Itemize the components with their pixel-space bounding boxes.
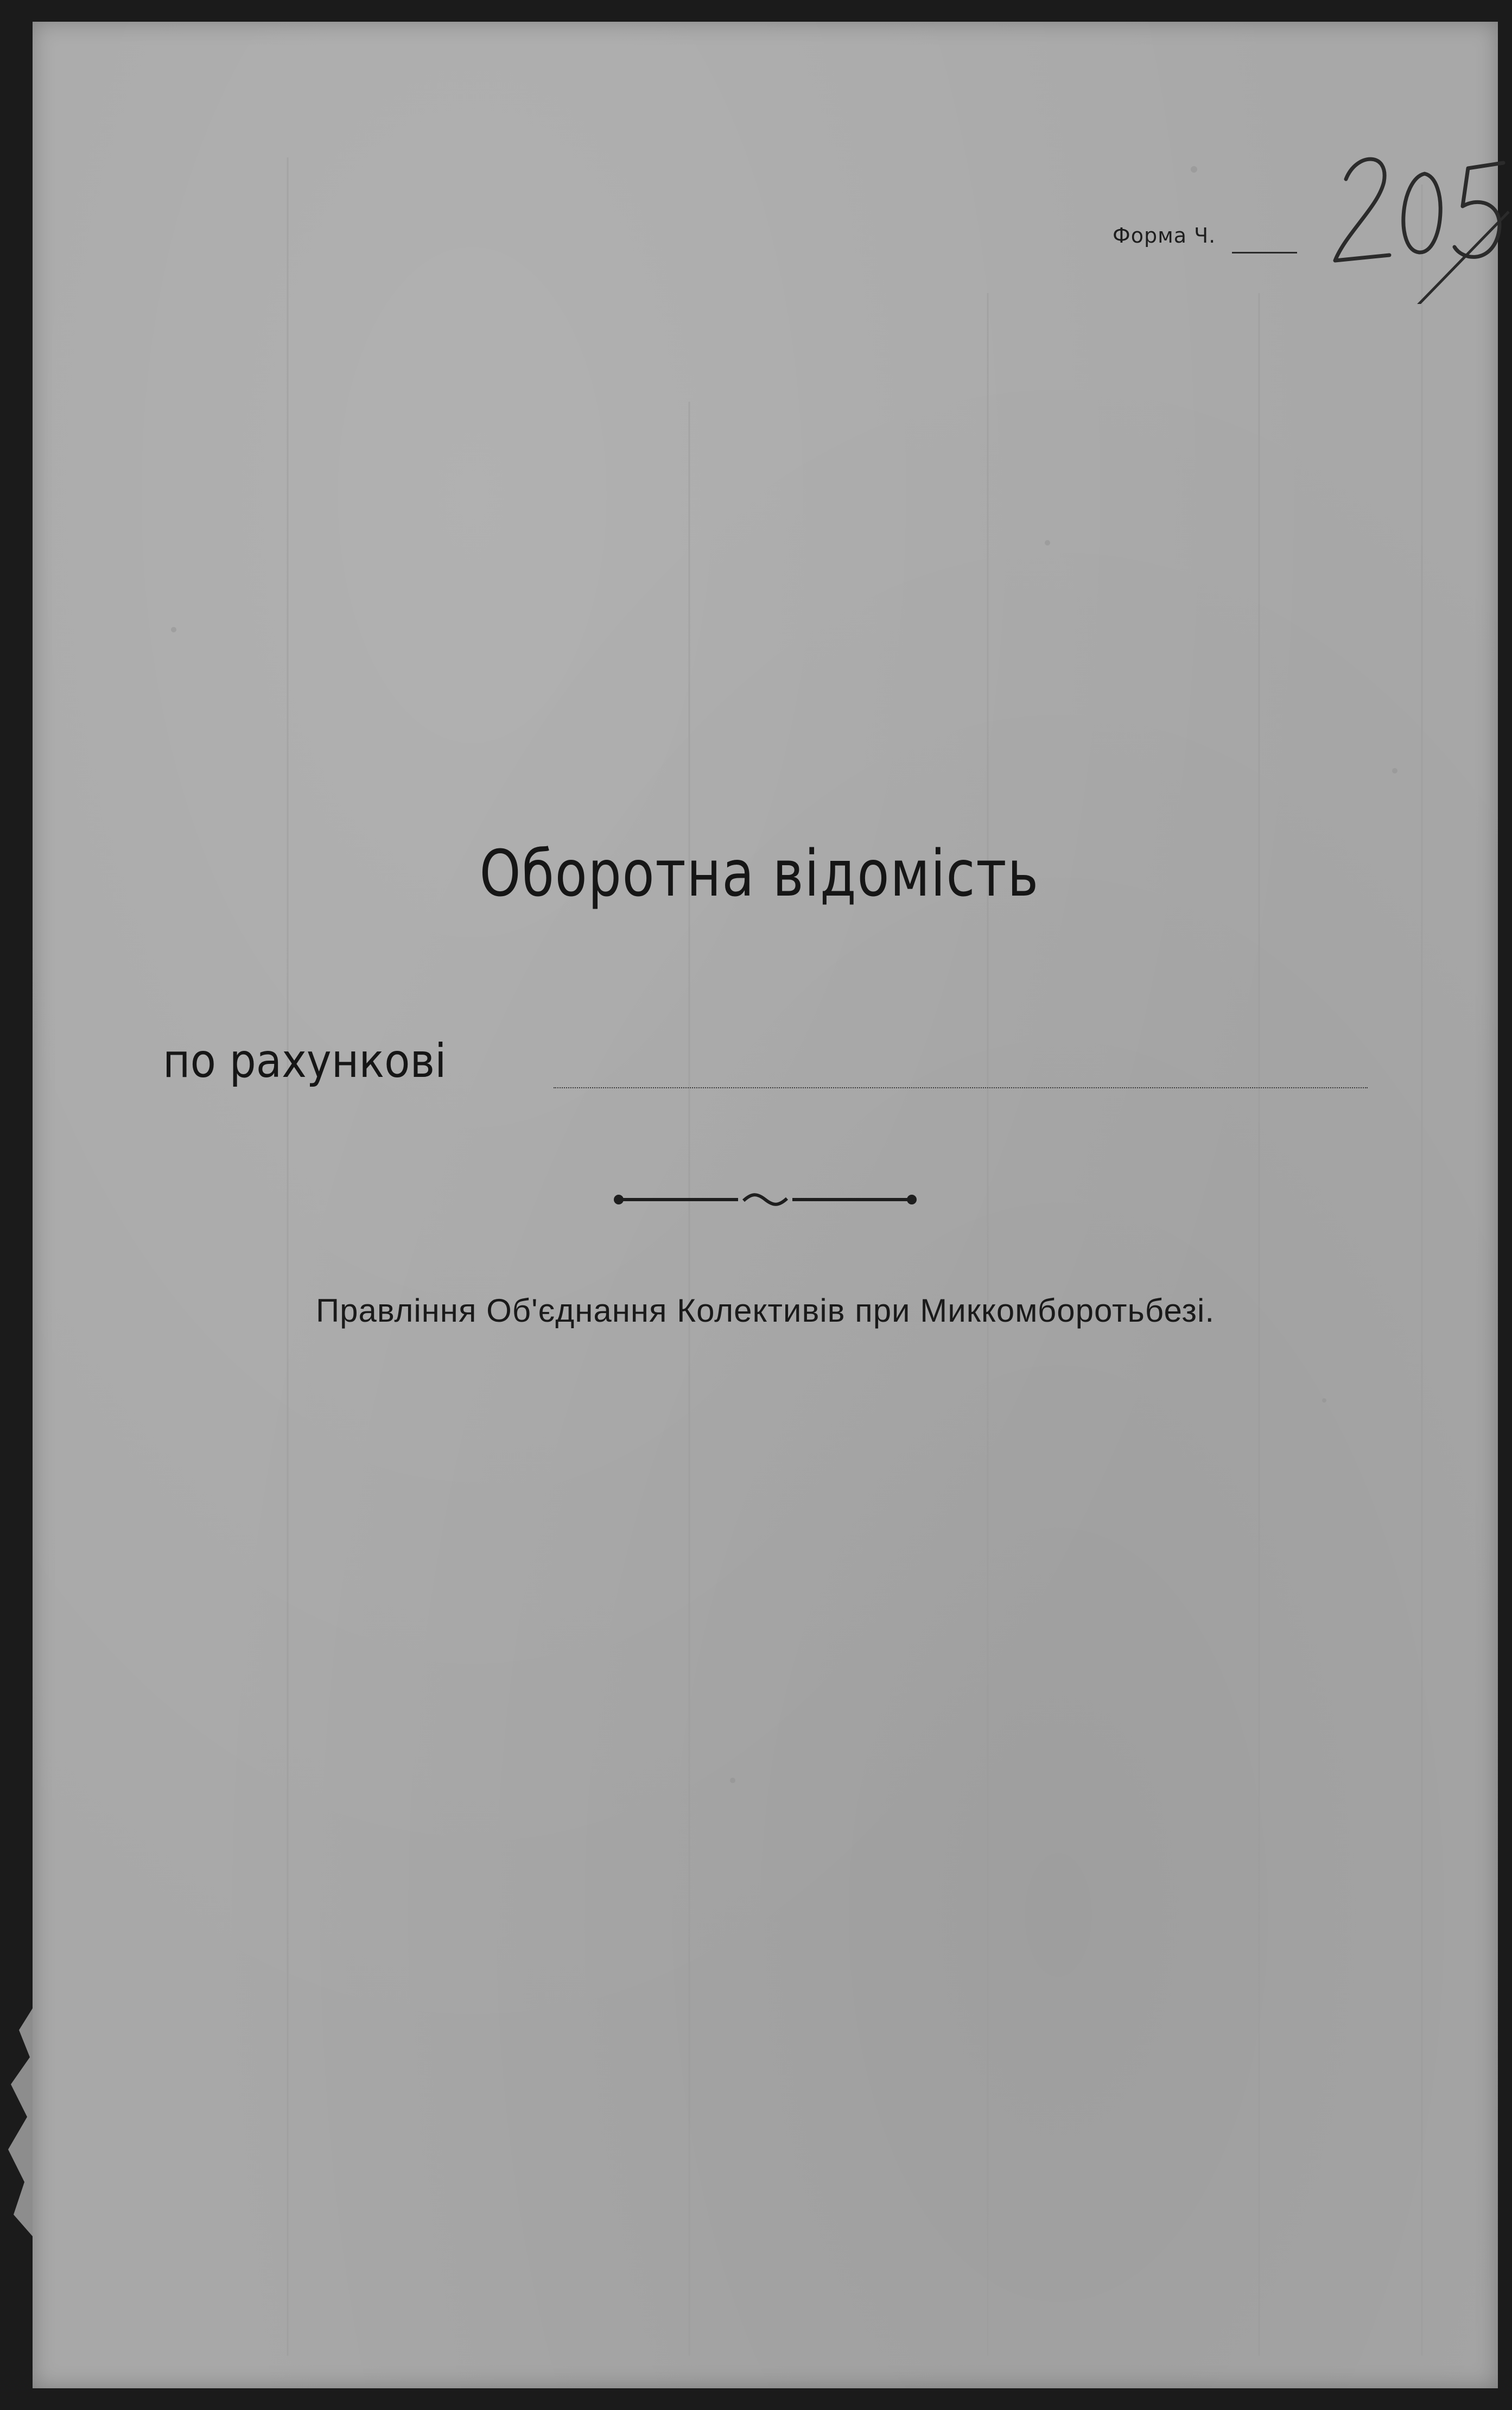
organisation-name: Правління Об'єднання Колективів при Миккомборотьбезі.	[315, 1292, 1215, 1329]
account-label: по рахункові	[163, 1034, 447, 1088]
paper-sheet	[33, 22, 1498, 2388]
handwritten-number-205	[1324, 130, 1512, 304]
torn-edge	[0, 2008, 33, 2236]
form-number-line	[1232, 252, 1297, 253]
form-label: Форма Ч.	[1113, 224, 1216, 248]
account-fill-line	[554, 1087, 1368, 1088]
page-title: Оборотна відомість	[479, 836, 1039, 911]
account-row	[163, 1034, 1378, 1099]
ornamental-divider	[613, 1189, 917, 1210]
